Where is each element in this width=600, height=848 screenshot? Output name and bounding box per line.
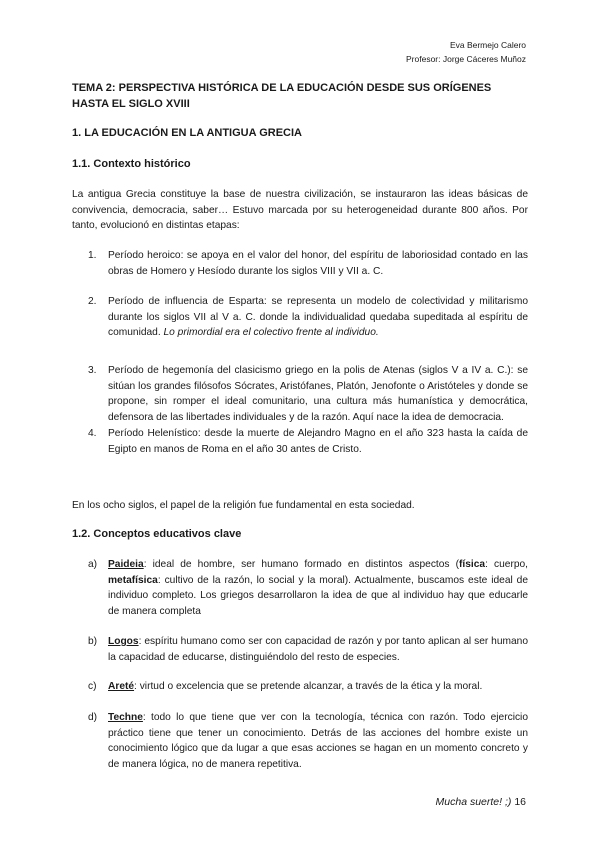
section-heading: 1. LA EDUCACIÓN EN LA ANTIGUA GRECIA <box>72 127 302 139</box>
document-title: TEMA 2: PERSPECTIVA HISTÓRICA DE LA EDUCACIÓN DESDE SUS ORÍGENES HASTA EL SIGLO XVIII <box>72 82 492 110</box>
list-marker: 1. <box>88 250 97 261</box>
list-item <box>88 248 528 279</box>
list-marker: 2. <box>88 296 97 307</box>
list-item-text: Período de influencia de Esparta: se representa un modelo de colectividad y militarismo durante los siglos VII al V a. C. donde la individualidad quedaba supeditada al espíritu de comunidad. <box>108 296 528 338</box>
page-number: 16 <box>514 796 526 808</box>
concept-text: : todo lo que tiene que ver con la tecnología, técnica con razón. Todo ejercicio práctico tiene que tener un conocimiento. Detrás de las acciones del hombre existe un conocimiento lógico que da lugar a que esas acciones se hagan en un momento concreto y de manera lógica, no de manera repetitiva. <box>108 712 528 770</box>
concept-text: : ideal de hombre, ser humano formado en distintos aspectos ( <box>143 559 460 570</box>
list-marker: 3. <box>88 365 97 376</box>
list-item-emphasis: Lo primordial era el colectivo frente al individuo. <box>163 327 379 338</box>
list-item <box>88 294 528 341</box>
concept-text: : cultivo de la razón, lo social y la moral). Actualmente, buscamos este ideal de individuo completo. Los griegos desarrollaron la idea de que al individuo hay que educarle de manera completa <box>108 574 528 617</box>
list-item <box>88 557 528 619</box>
professor-name: Profesor: Jorge Cáceres Muñoz <box>406 54 526 64</box>
list-marker: a) <box>88 559 98 570</box>
list-item <box>88 363 528 425</box>
concept-text: : virtud o excelencia que se pretende alcanzar, a través de la ética y la moral. <box>134 681 483 692</box>
concept-bold: física <box>459 559 486 570</box>
list-marker: d) <box>88 712 98 723</box>
list-item-text: Período heroico: se apoya en el valor del honor, del espíritu de laboriosidad contado en las obras de Homero y Hesíodo durante los siglos VIII y VII a. C. <box>108 250 528 277</box>
footer-text: Mucha suerte! ;) <box>435 796 512 808</box>
list-item <box>88 634 528 665</box>
concept-term: Areté <box>108 681 135 692</box>
concept-term: Logos <box>108 636 139 647</box>
list-marker: b) <box>88 636 98 647</box>
intro-paragraph: La antigua Grecia constituye la base de nuestra civilización, se instauraron las ideas básicas de convivencia, democracia, saber… Estuvo marcada por su heterogeneidad durante 800 años. Por tanto, evolucionó en distintas etapas: <box>72 189 528 231</box>
author-name: Eva Bermejo Calero <box>449 40 526 50</box>
list-marker: 4. <box>88 428 97 439</box>
list-marker: c) <box>88 681 97 692</box>
page-footer <box>436 796 526 808</box>
closing-paragraph: En los ocho siglos, el papel de la religión fue fundamental en esta sociedad. <box>72 500 415 511</box>
subsection-heading-context: 1.1. Contexto histórico <box>72 158 191 170</box>
concept-text: : cuerpo, <box>485 559 528 570</box>
list-item <box>88 710 528 772</box>
concept-term: Paideia <box>108 559 144 570</box>
list-item-text: Período Helenístico: desde la muerte de Alejandro Magno en el año 323 hasta la caída de Egipto en manos de Roma en el año 30 antes de Cristo. <box>108 428 528 455</box>
list-item-body <box>108 679 528 695</box>
list-item-body <box>108 557 528 619</box>
subsection-heading-concepts: 1.2. Conceptos educativos clave <box>72 528 242 540</box>
list-item-body <box>108 634 528 665</box>
concept-term: Techne <box>108 712 143 723</box>
concept-bold: metafísica <box>108 574 158 586</box>
page-header <box>406 38 526 66</box>
list-item <box>88 426 528 457</box>
concept-text: : espíritu humano como ser con capacidad de razón y por tanto aplican al ser humano la capacidad de educarse, distinguiéndolo del resto de especies. <box>108 636 528 663</box>
list-item-text: Período de hegemonía del clasicismo griego en la polis de Atenas (siglos V a IV a. C.): se sitúan los grandes filósofos Sócrates, Aristófanes, Platón, Jenofonte o Aristóteles y donde se propone, sin romper el ideal comunitario, una cultura más humanística y democrática, defensora de las libertades individuales y de la razón. Aquí nace la idea de democracia. <box>108 365 528 423</box>
list-item-body <box>108 710 528 772</box>
list-item <box>88 679 528 695</box>
list-item-body <box>108 294 528 341</box>
